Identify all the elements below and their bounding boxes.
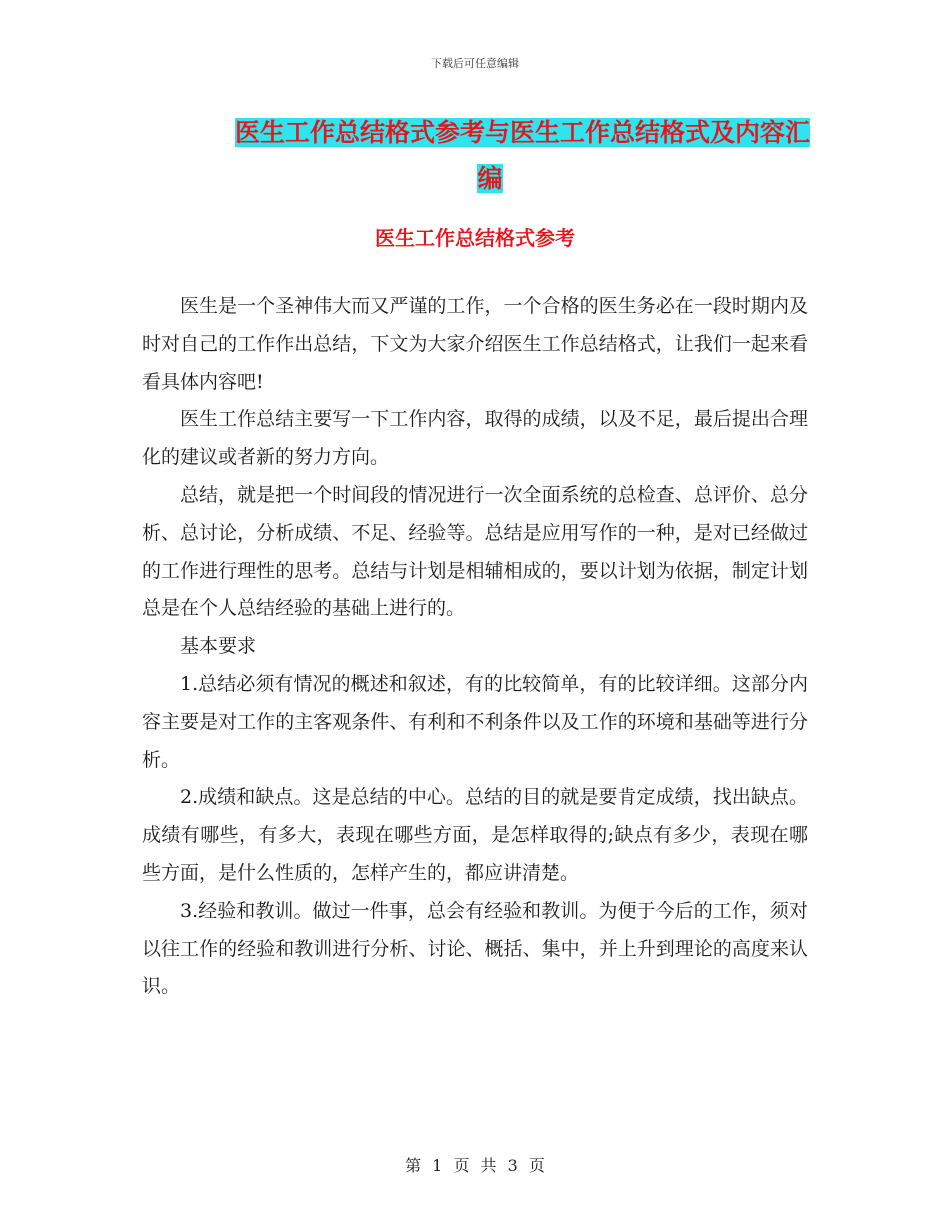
document-title bbox=[140, 110, 810, 202]
paragraph: 2.成绩和缺点。这是总结的中心。总结的目的就是要肯定成绩，找出缺点。成绩有哪些，有多大，表现在哪些方面，是怎样取得的;缺点有多少，表现在哪些方面，是什么性质的，怎样产生的，都应讲清楚。 bbox=[142, 786, 808, 884]
paragraph: 医生是一个圣神伟大而又严谨的工作，一个合格的医生务必在一段时期内及时对自己的工作作出总结，下文为大家介绍医生工作总结格式，让我们一起来看看具体内容吧! bbox=[142, 295, 808, 393]
paragraph: 1.总结必须有情况的概述和叙述，有的比较简单，有的比较详细。这部分内容主要是对工作的主客观条件、有利和不利条件以及工作的环境和基础等进行分析。 bbox=[142, 672, 808, 771]
paragraph: 3.经验和教训。做过一件事，总会有经验和教训。为便于今后的工作，须对以往工作的经验和教训进行分析、讨论、概括、集中，并上升到理论的高度来认识。 bbox=[142, 899, 808, 998]
paragraph: 总结，就是把一个时间段的情况进行一次全面系统的总检查、总评价、总分析、总讨论，分析成绩、不足、经验等。总结是应用写作的一种，是对已经做过的工作进行理性的思考。总结与计划是相辅相成的，要以计划为依据，制定计划总是在个人总结经验的基础上进行的。 bbox=[142, 483, 808, 620]
section-heading: 医生工作总结格式参考 bbox=[375, 226, 575, 250]
title-line-1: 医生工作总结格式参考与医生工作总结格式及内容汇 bbox=[234, 118, 810, 147]
document-body bbox=[142, 288, 808, 1006]
paragraph: 医生工作总结主要写一下工作内容，取得的成绩，以及不足，最后提出合理化的建议或者新的努力方向。 bbox=[142, 408, 808, 469]
title-line-2: 编 bbox=[477, 164, 503, 193]
page-number: 第 1 页 共 3 页 bbox=[405, 1156, 545, 1175]
paragraph: 基本要求 bbox=[180, 635, 257, 658]
page-header-note: 下载后可任意编辑 bbox=[431, 57, 519, 70]
